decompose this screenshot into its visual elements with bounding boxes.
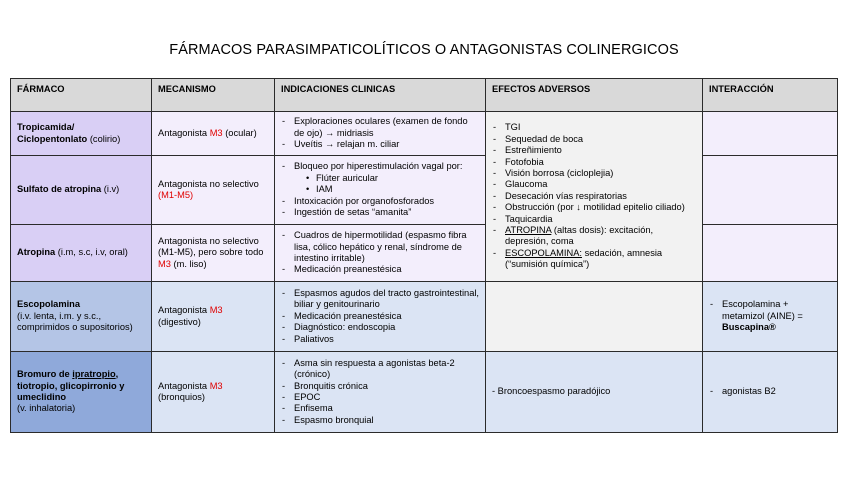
farmaco-cell: Sulfato de atropina (i.v) bbox=[11, 156, 152, 225]
list-item: - Fotofobia bbox=[492, 157, 696, 168]
list-item: - Cuadros de hipermotilidad (espasmo fibra lisa, cólico hepático y renal, síndrome de intestino irritable) bbox=[281, 230, 479, 264]
list-item: • IAM bbox=[306, 184, 479, 195]
mecanismo-cell: Antagonista M3 (bronquios) bbox=[152, 352, 275, 433]
list-item: - Estreñimiento bbox=[492, 145, 696, 156]
header-interaccion: INTERACCIÓN bbox=[703, 79, 838, 112]
farmaco-cell: Atropina (i.m, s.c, i.v, oral) bbox=[11, 225, 152, 282]
list-item: - Medicación preanestésica bbox=[281, 311, 479, 322]
list-item: - Diagnóstico: endoscopia bbox=[281, 322, 479, 333]
list-item: - Escopolamina + metamizol (AINE) = Buscapina® bbox=[709, 299, 831, 333]
list-item: - Glaucoma bbox=[492, 179, 696, 190]
list-item: - Taquicardia bbox=[492, 214, 696, 225]
list-item: - Enfisema bbox=[281, 403, 479, 414]
mecanismo-cell: Antagonista M3 (ocular) bbox=[152, 112, 275, 156]
indicaciones-cell bbox=[275, 112, 486, 156]
header-mecanismo: MECANISMO bbox=[152, 79, 275, 112]
farmaco-cell: Escopolamina (i.v. lenta, i.m. y s.c., comprimidos o supositorios) bbox=[11, 282, 152, 352]
list-item: - Espasmos agudos del tracto gastrointestinal, biliar y genitourinario bbox=[281, 288, 479, 311]
list-item: - Obstrucción (por ↓ motilidad epitelio ciliado) bbox=[492, 202, 696, 213]
list-item: - Asma sin respuesta a agonistas beta-2 (crónico) bbox=[281, 358, 479, 381]
efectos-cell bbox=[486, 112, 703, 282]
table-row bbox=[11, 112, 838, 156]
interaccion-cell bbox=[703, 112, 838, 156]
list-item: - Paliativos bbox=[281, 334, 479, 345]
indicaciones-cell bbox=[275, 352, 486, 433]
interaccion-cell bbox=[703, 156, 838, 225]
header-farmaco: FÁRMACO bbox=[11, 79, 152, 112]
header-row bbox=[11, 79, 838, 112]
list-item: • Flúter auricular bbox=[306, 173, 479, 184]
list-item: - Desecación vías respiratorias bbox=[492, 191, 696, 202]
mecanismo-cell: Antagonista no selectivo (M1-M5), pero sobre todo M3 (m. liso) bbox=[152, 225, 275, 282]
list-item: - Medicación preanestésica bbox=[281, 264, 479, 275]
list-item: - Exploraciones oculares (examen de fondo de ojo) → midriasis bbox=[281, 116, 479, 139]
list-item: - ATROPINA (altas dosis): excitación, depresión, coma bbox=[492, 225, 696, 248]
interaccion-cell bbox=[703, 282, 838, 352]
list-item: - Espasmo bronquial bbox=[281, 415, 479, 426]
farmaco-cell: Bromuro de ipratropio, tiotropio, glicopirronio y umeclidino (v. inhalatoria) bbox=[11, 352, 152, 433]
list-item: - TGI bbox=[492, 122, 696, 133]
indicaciones-cell bbox=[275, 282, 486, 352]
list-item: - agonistas B2 bbox=[709, 386, 831, 397]
interaccion-cell bbox=[703, 352, 838, 433]
header-efectos: EFECTOS ADVERSOS bbox=[486, 79, 703, 112]
list-item: - ESCOPOLAMINA: sedación, amnesia (“sumisión química”) bbox=[492, 248, 696, 271]
list-item: - EPOC bbox=[281, 392, 479, 403]
table-row bbox=[11, 352, 838, 433]
list-item: - Ingestión de setas “amanita” bbox=[281, 207, 479, 218]
indicaciones-cell bbox=[275, 156, 486, 225]
mecanismo-cell: Antagonista M3 (digestivo) bbox=[152, 282, 275, 352]
list-item: - Uveítis → relajan m. ciliar bbox=[281, 139, 479, 150]
list-item: - Bloqueo por hiperestimulación vagal por: • Flúter auricular • IAM bbox=[281, 161, 479, 195]
efectos-cell: - Broncoespasmo paradójico bbox=[486, 352, 703, 433]
farmaco-cell: Tropicamida/ Ciclopentonlato (colirio) bbox=[11, 112, 152, 156]
list-item: - Intoxicación por organofosforados bbox=[281, 196, 479, 207]
table-row bbox=[11, 282, 838, 352]
header-indicaciones: INDICACIONES CLINICAS bbox=[275, 79, 486, 112]
mecanismo-cell: Antagonista no selectivo (M1-M5) bbox=[152, 156, 275, 225]
table-row bbox=[11, 156, 838, 225]
list-item: - Visión borrosa (cicloplejia) bbox=[492, 168, 696, 179]
drug-table bbox=[10, 78, 838, 433]
indicaciones-cell bbox=[275, 225, 486, 282]
efectos-cell bbox=[486, 282, 703, 352]
list-item: - Bronquitis crónica bbox=[281, 381, 479, 392]
interaccion-cell bbox=[703, 225, 838, 282]
page-title: FÁRMACOS PARASIMPATICOLÍTICOS O ANTAGONISTAS COLINERGICOS bbox=[169, 42, 679, 58]
list-item: - Sequedad de boca bbox=[492, 134, 696, 145]
table-row bbox=[11, 225, 838, 282]
